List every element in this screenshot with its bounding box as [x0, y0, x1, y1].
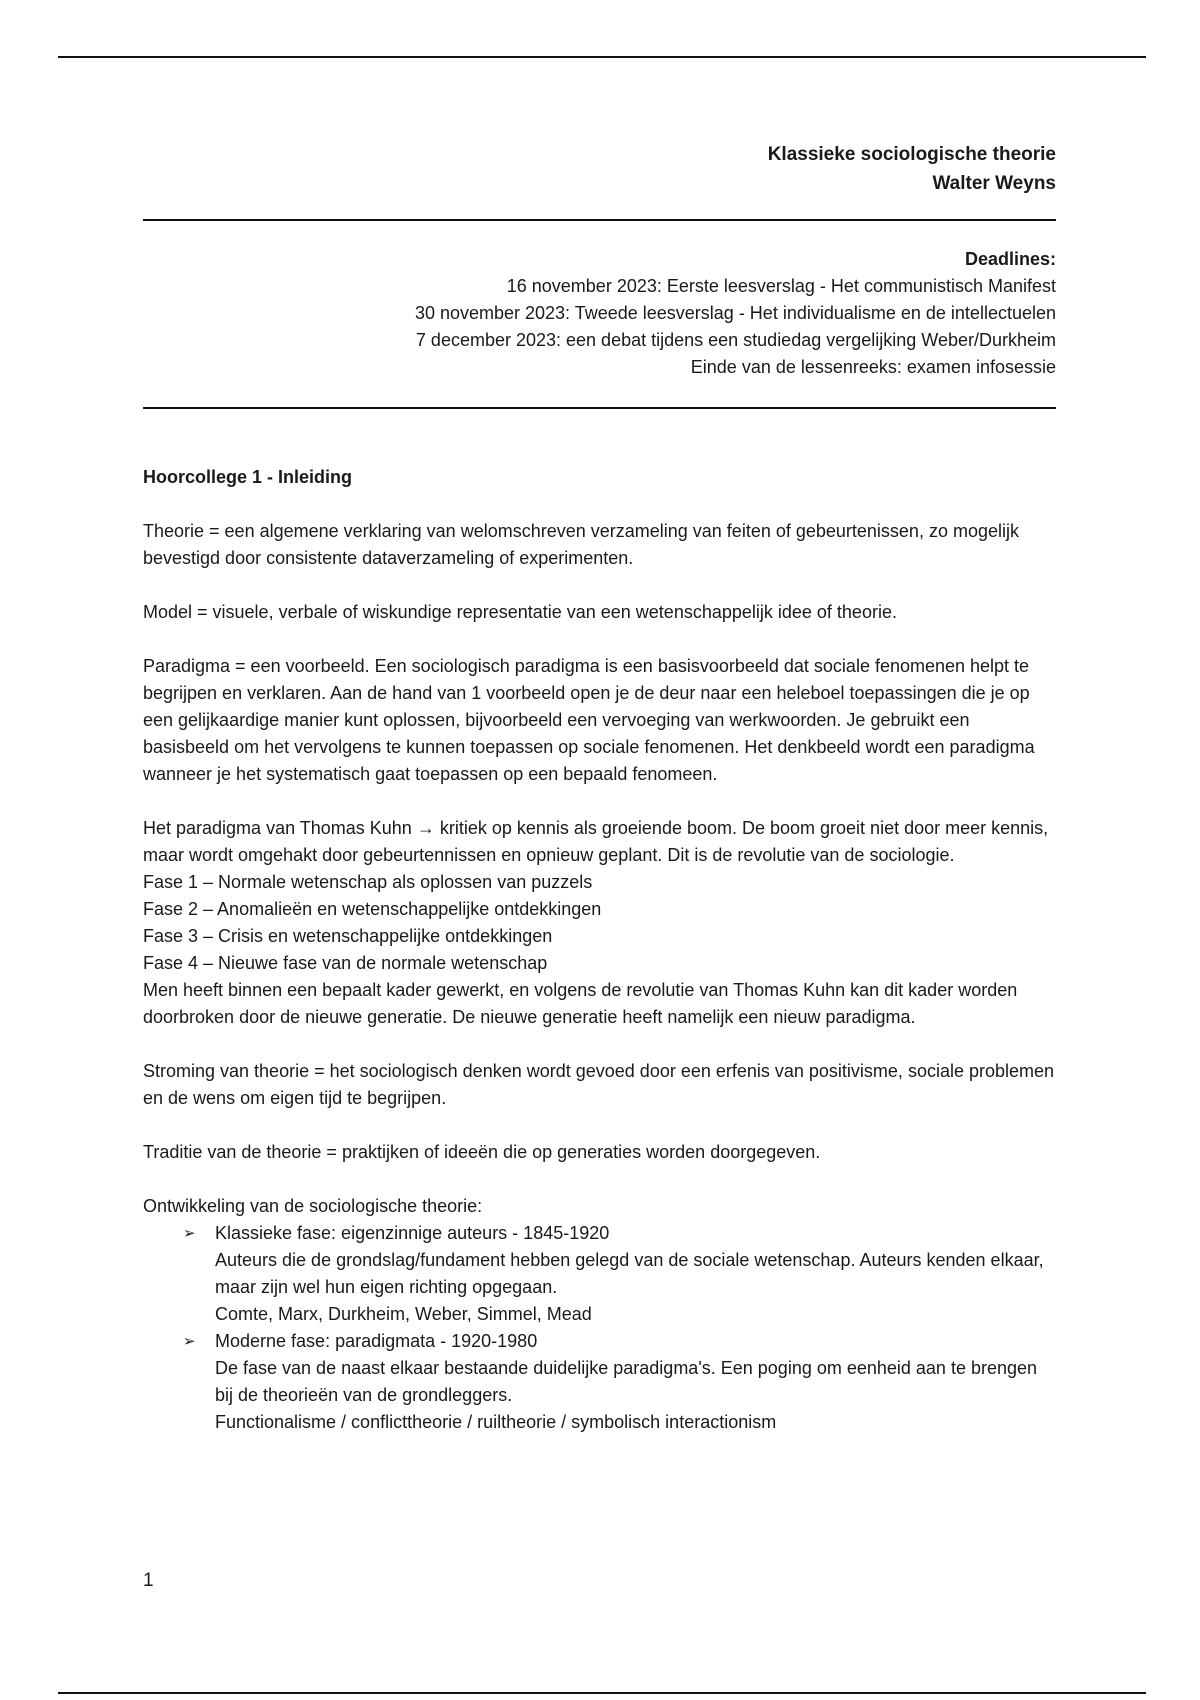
- deadline-item: Einde van de lessenreeks: examen infosessie: [690, 357, 1056, 377]
- paragraph-theorie: Theorie = een algemene verklaring van welomschreven verzameling van feiten of gebeurtenissen, zo mogelijk bevestigd door consistente dataverzameling of experimenten.: [143, 521, 1019, 568]
- phase-description: Auteurs die de grondslag/fundament hebben gelegd van de sociale wetenschap. Auteurs kenden elkaar, maar zijn wel hun eigen richting opgegaan.: [215, 1250, 1044, 1297]
- arrow-bullet-icon: ➢: [183, 1225, 196, 1242]
- arrow-bullet-icon: ➢: [183, 1333, 196, 1350]
- deadline-item: 30 november 2023: Tweede leesverslag - Het individualisme en de intellectuelen: [414, 303, 1056, 323]
- phase-line: Fase 2 – Anomalieën en wetenschappelijke ontdekkingen: [143, 899, 602, 919]
- phase-title: Klassieke fase: eigenzinnige auteurs - 1845-1920: [215, 1223, 610, 1243]
- phase-line: Fase 4 – Nieuwe fase van de normale wetenschap: [143, 953, 548, 973]
- document-header: [143, 140, 1056, 198]
- paragraph-model: Model = visuele, verbale of wiskundige representatie van een wetenschappelijk idee of theorie.: [143, 602, 897, 622]
- page-top-rule: [58, 56, 1146, 58]
- deadline-item: 7 december 2023: een debat tijdens een studiedag vergelijking Weber/Durkheim: [415, 330, 1056, 350]
- deadline-item: 16 november 2023: Eerste leesverslag - Het communistisch Manifest: [506, 276, 1056, 296]
- document-body: [143, 140, 1056, 1436]
- development-phases-list: [183, 1220, 1056, 1436]
- phase-description: De fase van de naast elkaar bestaande duidelijke paradigma's. Een poging om eenheid aan te brengen bij de theorieën van de grondleggers.: [215, 1358, 1038, 1405]
- phase-names: Functionalisme / conflicttheorie / ruiltheorie / symbolisch interactionism: [215, 1412, 777, 1432]
- list-item: [183, 1220, 1056, 1328]
- phase-names: Comte, Marx, Durkheim, Weber, Simmel, Mead: [215, 1304, 592, 1324]
- deadlines-title: Deadlines:: [964, 249, 1056, 269]
- phase-line: Fase 1 – Normale wetenschap als oplossen van puzzels: [143, 872, 593, 892]
- paragraph-traditie: Traditie van de theorie = praktijken of ideeën die op generaties worden doorgegeven.: [143, 1142, 821, 1162]
- paragraph-kuhn-outro: Men heeft binnen een bepaalt kader gewerkt, en volgens de revolutie van Thomas Kuhn kan dit kader worden doorbroken door de nieuwe generatie. De nieuwe generatie heeft namelijk een nieuw paradigma.: [143, 980, 1018, 1027]
- section-title: Hoorcollege 1 - Inleiding: [143, 467, 353, 487]
- course-title: Klassieke sociologische theorie: [767, 144, 1056, 165]
- page-bottom-rule: [58, 1692, 1146, 1694]
- phase-line: Fase 3 – Crisis en wetenschappelijke ontdekkingen: [143, 926, 553, 946]
- paragraph-ontwikkeling: Ontwikkeling van de sociologische theorie:: [143, 1196, 483, 1216]
- phase-title: Moderne fase: paradigmata - 1920-1980: [215, 1331, 538, 1351]
- deadlines-divider: [143, 407, 1056, 409]
- author-name: Walter Weyns: [932, 173, 1056, 194]
- kuhn-block: [143, 815, 1056, 1031]
- paragraph-paradigma: Paradigma = een voorbeeld. Een sociologisch paradigma is een basisvoorbeeld dat sociale fenomenen helpt te begrijpen en verklaren. Aan de hand van 1 voorbeeld open je de deur naar een heleboel toepassingen die je op een gelijkaardige manier kunt oplossen, bijvoorbeeld een vervoeging van werkwoorden. Je gebruikt een basisbeeld om het vervolgens te kunnen toepassen op sociale fenomenen. Het denkbeeld wordt een paradigma wanneer je het systematisch gaat toepassen op een bepaald fenomeen.: [143, 656, 1035, 784]
- deadlines-block: [143, 221, 1056, 407]
- paragraph-stroming: Stroming van theorie = het sociologisch denken wordt gevoed door een erfenis van positivisme, sociale problemen en de wens om eigen tijd te begrijpen.: [143, 1061, 1055, 1108]
- list-item: [183, 1328, 1056, 1436]
- paragraph-kuhn-intro: Het paradigma van Thomas Kuhn → kritiek op kennis als groeiende boom. De boom groeit niet door meer kennis, maar wordt omgehakt door gebeurtennissen en opnieuw geplant. Dit is de revolutie van de sociologie.: [143, 818, 1049, 865]
- page-number: 1: [143, 1570, 154, 1591]
